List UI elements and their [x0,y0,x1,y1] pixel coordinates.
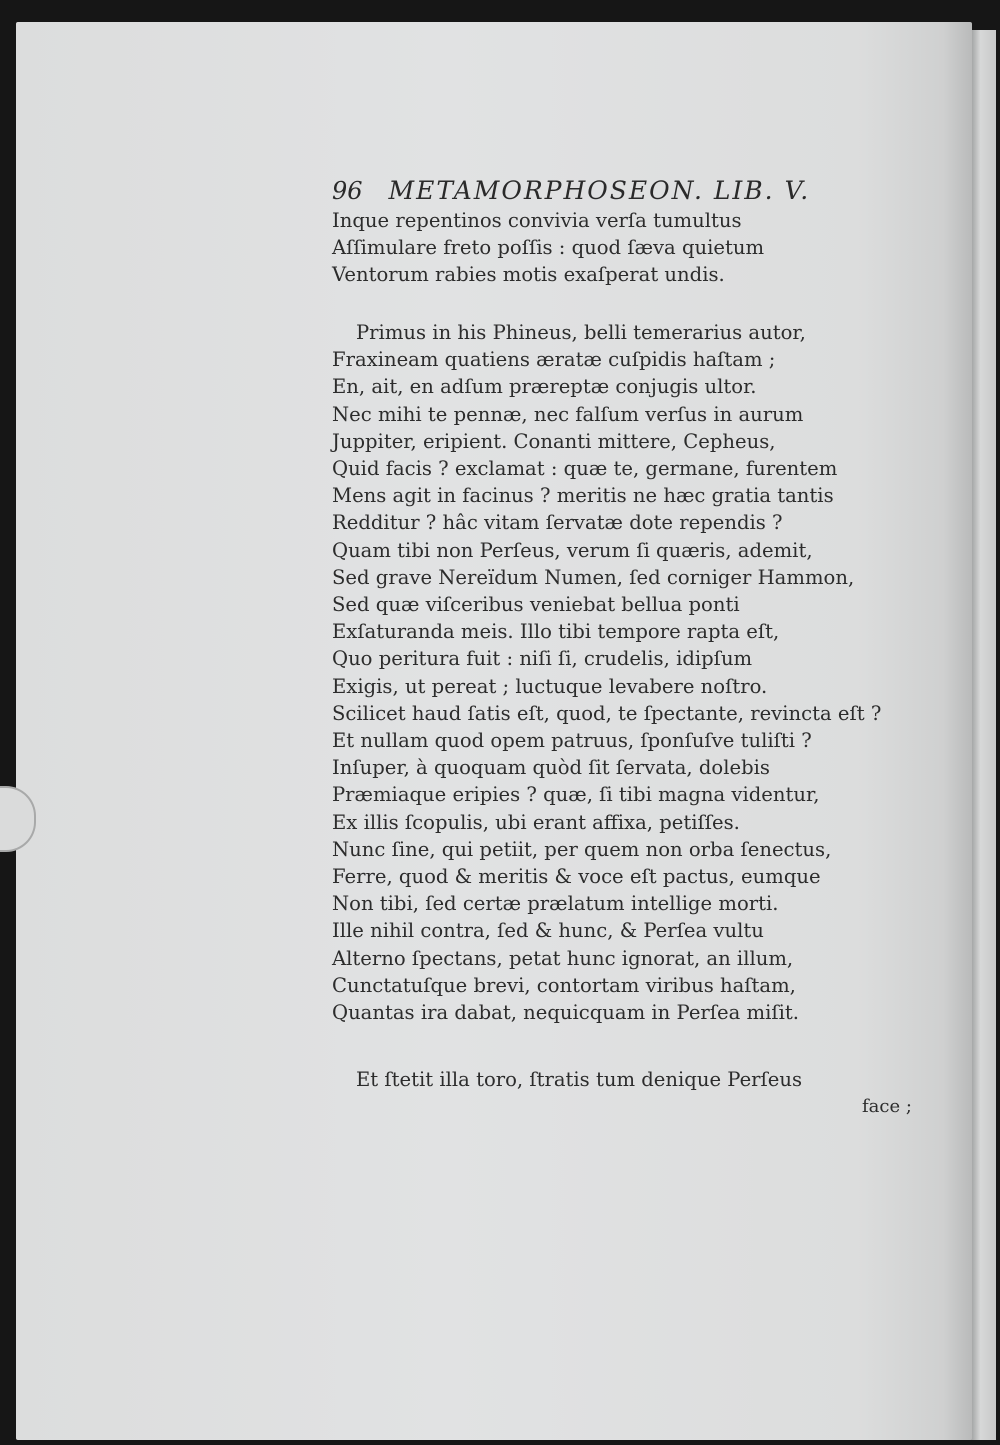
verse-line: Sed grave Nereïdum Numen, ſed corniger Hammon, [332,565,855,589]
verse-line: Alterno ſpectans, petat hunc ignorat, an illum, [332,946,794,970]
verse-line: Exſaturanda meis. Illo tibi tempore rapta eſt, [332,620,780,644]
verse-line: Ille nihil contra, ſed & hunc, & Perſea vultu [332,919,764,943]
verse-line: Exigis, ut pereat ; luctuque levabere noſtro. [332,674,768,698]
verse-line: Quid facis ? exclamat : quæ te, germane, furentem [332,457,838,481]
verse-line: Nunc ſine, qui petiit, per quem non orba ſenectus, [332,837,832,861]
verse-line: Et nullam quod opem patruus, ſponſuſve tuliſti ? [332,729,812,753]
running-header [332,176,810,205]
verse-stanza [332,1066,802,1093]
verse-stanza [332,319,881,1026]
verse-line: Juppiter, eripient. Conanti mittere, Cepheus, [332,429,776,453]
verse-line: Quam tibi non Perſeus, verum ſi quæris, ademit, [332,538,813,562]
verse-line: Primus in his Phineus, belli temerarius autor, [356,321,806,344]
verse-line: Ferre, quod & meritis & voce eſt pactus, eumque [332,865,821,889]
verse-line: Quantas ira dabat, nequicquam in Perſea miſit. [332,1001,800,1025]
verse-line: Inſuper, à quoquam quòd ſit ſervata, dolebis [332,756,770,780]
verse-line: Fraxineam quatiens æratæ cuſpidis haſtam ; [332,348,776,372]
next-page-edge [970,30,996,1440]
verse-line: Ventorum rabies motis exaſperat undis. [332,263,725,287]
verse-line: Præmiaque eripies ? quæ, ſi tibi magna videntur, [332,783,820,807]
verse-line: Mens agit in facinus ? meritis ne hæc gratia tantis [332,484,834,508]
verse-line: En, ait, en adſum præreptæ conjugis ultor. [332,375,757,399]
verse-line: Non tibi, ſed certæ prælatum intellige morti. [332,892,779,916]
verse-line: Quo peritura fuit : niſi ſi, crudelis, idipſum [332,647,753,671]
verse-line: Scilicet haud ſatis eſt, quod, te ſpectante, revincta eſt ? [332,701,882,725]
verse-line: Aſſimulare freto poſſis : quod ſæva quietum [332,236,765,260]
page-number: 96 [332,177,363,205]
verse-line: Sed quæ viſceribus veniebat bellua ponti [332,593,740,617]
catchword: face ; [862,1096,912,1117]
verse-line: Inque repentinos convivia verſa tumultus [332,209,742,232]
verse-line: Ex illis ſcopulis, ubi erant affixa, petiſſes. [332,810,740,834]
verse-line: Redditur ? hâc vitam ſervatæ dote rependis ? [332,511,783,535]
verse-line: Et ſtetit illa toro, ſtratis tum denique Perſeus [356,1068,803,1091]
verse-line: Cunctatuſque brevi, contortam viribus haſtam, [332,973,796,997]
running-title: METAMORPHOSEON. LIB. V. [388,176,811,205]
verse-line: Nec mihi te pennæ, nec falſum verſus in aurum [332,402,804,426]
verse-stanza [332,207,764,289]
